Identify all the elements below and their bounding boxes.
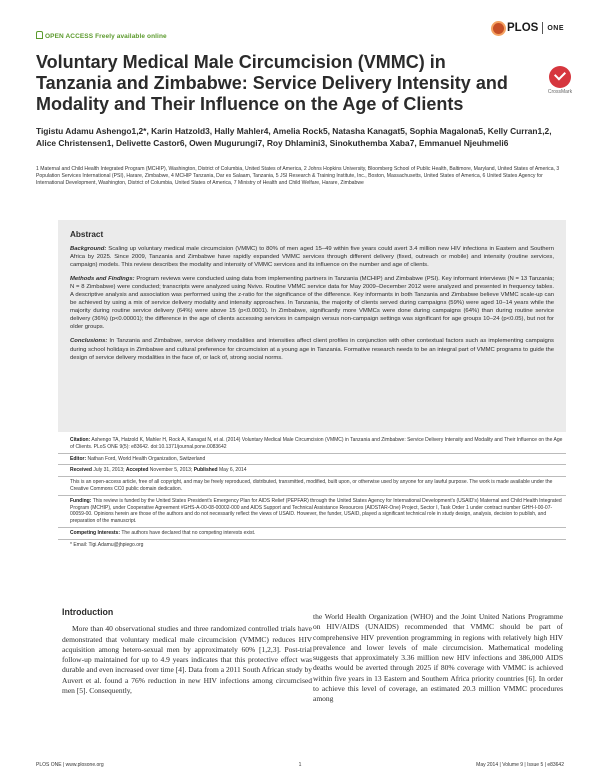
competing-text: The authors have declared that no competing interests exist.: [121, 529, 256, 536]
funding-label: Funding:: [70, 497, 92, 504]
affiliations: 1 Maternal and Child Health Integrated Program (MCHIP), Washington, District of Columbia, United States of America, 2 Johns Hopkins University, Bloomberg School of Public Health, Baltimore, Maryland, United States of America, 3 Population Services International (PSI), Harare, Zimbabwe, 4 MCHIP Tanzania, Dar es Salaam, Tanzania, 5 JSI Research & Training Institute, Inc., Boston, Massachusetts, United States of America, 6 United States Agency for International Development, Washington, District of Columbia, United States of America, 7 Ministry of Health and Child Welfare, Harare, Zimbabwe: [36, 166, 560, 187]
crossmark-icon[interactable]: [549, 66, 571, 88]
abstract-box: [58, 220, 566, 432]
footer-page-number: 1: [298, 762, 302, 768]
footer-journal: PLOS ONE | www.plosone.org: [36, 762, 104, 768]
introduction-paragraph-right: the World Health Organization (WHO) and the Joint United Nations Programme on HIV/AIDS (UNAIDS) recommended that VMMC should be part of comprehensive HIV prevention programming in regions with relatively high HIV prevalence and lower levels of male circumcision. Mathematical modeling suggests that approximately 3.36 million new HIV infections and 386,000 AIDS deaths would be averted through 2025 if 80% coverage with VMMC is achieved within five years in 13 Eastern and Southern Africa priority countries [6]. In order to achieve this level of coverage, an estimated 20.3 million VMMC procedures among: [313, 612, 563, 703]
editor-text: Nathan Ford, World Health Organization, Switzerland: [87, 455, 206, 462]
background-label: Background:: [70, 246, 107, 252]
dates-row: [58, 465, 566, 477]
funding-text: This review is funded by the United States President's Emergency Plan for AIDS Relief (PEPFAR) through the United States Agency for International Development's (USAID's) Maternal and Child Health Integrated Program (MCHIP), under Cooperative Agreement #GHS-A-00-08-00002-000 and AIDS Support and Technical Assistance Resources (AIDSTAR-One) Project, Sector I, Task Order 1 under contract number GHH-I-00-07-00059-00. Opinions herein are those of the authors and do not necessarily reflect the views of USAID. However, the funder, USAID, played a significant technical role in study design, analysis, decision to publish, and preparation of the manuscript.: [70, 497, 562, 525]
footer-issue: May 2014 | Volume 9 | Issue 5 | e83642: [476, 762, 564, 768]
editor-row: [58, 454, 566, 466]
license-text: This is an open-access article, free of all copyright, and may be freely reproduced, distributed, transmitted, modified, built upon, or otherwise used by anyone for any lawful purpose. The work is made available under the Creative Commons CC0 public domain dedication.: [70, 479, 553, 492]
email-row: [58, 540, 566, 551]
citation-text: Ashengo TA, Hatzold K, Mahler H, Rock A, Kanagat N, et al. (2014) Voluntary Medical Male Circumcision (VMMC) in Tanzania and Zimbabwe: Service Delivery Intensity and Modality and Their Influence on the Age of Clients. PLoS ONE 9(5): e83642. doi:10.1371/journal.pone.0083642: [70, 437, 563, 450]
journal-sub: ONE: [547, 24, 564, 32]
introduction-paragraph-left: More than 40 observational studies and three randomized controlled trials have demonstrated that voluntary medical male circumcision (VMMC) reduces HIV acquisition among hetero-sexual men by approximately 60% [1,2,3]. Post-trial follow-up maintained for up to 4.9 years indicates that this protective effect was durable and even increased over time [4]. Data from a 2011 South African study by Auvert et al. found a 76% reduction in new HIV infections among circumcised men [5]. Consequently,: [62, 624, 312, 695]
competing-row: [58, 528, 566, 540]
abstract-background: [70, 245, 554, 269]
journal-brand: PLOS: [507, 22, 539, 34]
open-access-lock-icon: [36, 31, 43, 39]
corresponding-email[interactable]: * Email: Tigi.Adamu@jhpiego.org: [70, 541, 144, 548]
open-access-banner: [36, 31, 167, 40]
editor-label: Editor:: [70, 455, 87, 462]
crossmark-label: CrossMark: [547, 89, 573, 95]
journal-logo: [493, 22, 564, 34]
published-label: Published: [193, 467, 218, 474]
methods-label: Methods and Findings:: [70, 276, 135, 283]
article-title: Voluntary Medical Male Circumcision (VMMC) in Tanzania and Zimbabwe: Service Delivery Intensity and Modality and Their Influence on the Age of Clients: [36, 52, 508, 114]
conclusions-label: Conclusions:: [70, 338, 108, 345]
funding-row: [58, 496, 566, 528]
abstract-conclusions: [70, 337, 554, 361]
received-date: July 31, 2013;: [93, 467, 125, 474]
accepted-label: Accepted: [125, 467, 149, 474]
citation-row: [58, 435, 566, 454]
received-label: Received: [70, 467, 92, 474]
page-header: [36, 22, 564, 42]
author-list: Tigistu Adamu Ashengo1,2*, Karin Hatzold3, Hally Mahler4, Amelia Rock5, Natasha Kanagat5, Sophia Magalona5, Kelly Curran1,2, Alice Christensen1, Delivette Castor6, Owen Mugurungi7, Roy Dhlamini3, Sinokuthemba Xaba7, Emmanuel Njeuhmeli6: [36, 126, 552, 148]
citation-label: Citation:: [70, 437, 91, 443]
competing-label: Competing Interests:: [70, 529, 121, 536]
accepted-date: November 5, 2013;: [149, 467, 193, 474]
license-row: [58, 477, 566, 496]
conclusions-text: In Tanzania and Zimbabwe, service delivery modalities and intensities affect client profiles in conjunction with other contextual factors such as implementing campaigns during school holidays in Zimbabwe and cultural preference for circumcision at a young age in Tanzania. Formative research needs to be an integral part of VMMC programs to guide the design of service delivery modalities in the face of, or lack of, strong social norms.: [70, 338, 555, 361]
methods-text: Program reviews were conducted using data from implementing partners in Tanzania (MCHIP) and Zimbabwe (PSI). Key informant interviews (N = 13 Tanzania; N = 8 Zimbabwe) were conducted; transcripts were analyzed using Nvivo. Routine VMMC service data for May 2009–December 2012 were analyzed and presented in frequency tables. A descriptive analysis and association was performed using the z-ratio for the significance of the difference. Key informants in both Tanzania and Zimbabwe believe VMMC scale-up can be achieved by using a mix of service delivery modality and intensity approaches. In Tanzania, the majority of clients served during campaigns (59%) were aged 10–14 years while the majority during routine service delivery (64%) were above 15 (p<0.0001). In Zimbabwe, significantly more VMMCs were done during campaigns (64%) than during routine service delivery (36%) (p<0.00001); the difference in the age of clients accessing services in campaign versus non-campaign settings was significant for age groups 10–24 (p<0.05), but not for older groups.: [70, 276, 555, 331]
abstract-methods: [70, 275, 554, 331]
open-access-label: OPEN ACCESS Freely available online: [45, 33, 167, 40]
published-date: May 6, 2014: [219, 467, 247, 474]
plos-sun-icon: [493, 23, 504, 34]
abstract-heading: Abstract: [70, 230, 104, 239]
logo-divider: [542, 22, 543, 34]
body-column-right: [313, 612, 563, 704]
introduction-heading: Introduction: [62, 607, 114, 617]
article-metadata: [58, 435, 566, 551]
background-text: Scaling up voluntary medical male circumcision (VMMC) to 80% of men aged 15–49 within five years could avert 3.4 million new HIV infections in Eastern and Southern Africa by 2025. Since 2009, Tanzania and Zimbabwe have rapidly expanded VMMC services through different delivery (fixed, outreach or mobile) and intensity (routine services, campaign) models. This review describes the modality and intensity of VMMC services and its influence on the number and age of clients.: [70, 246, 554, 269]
crossmark-badge[interactable]: [546, 66, 574, 95]
body-column-left: [62, 607, 312, 696]
